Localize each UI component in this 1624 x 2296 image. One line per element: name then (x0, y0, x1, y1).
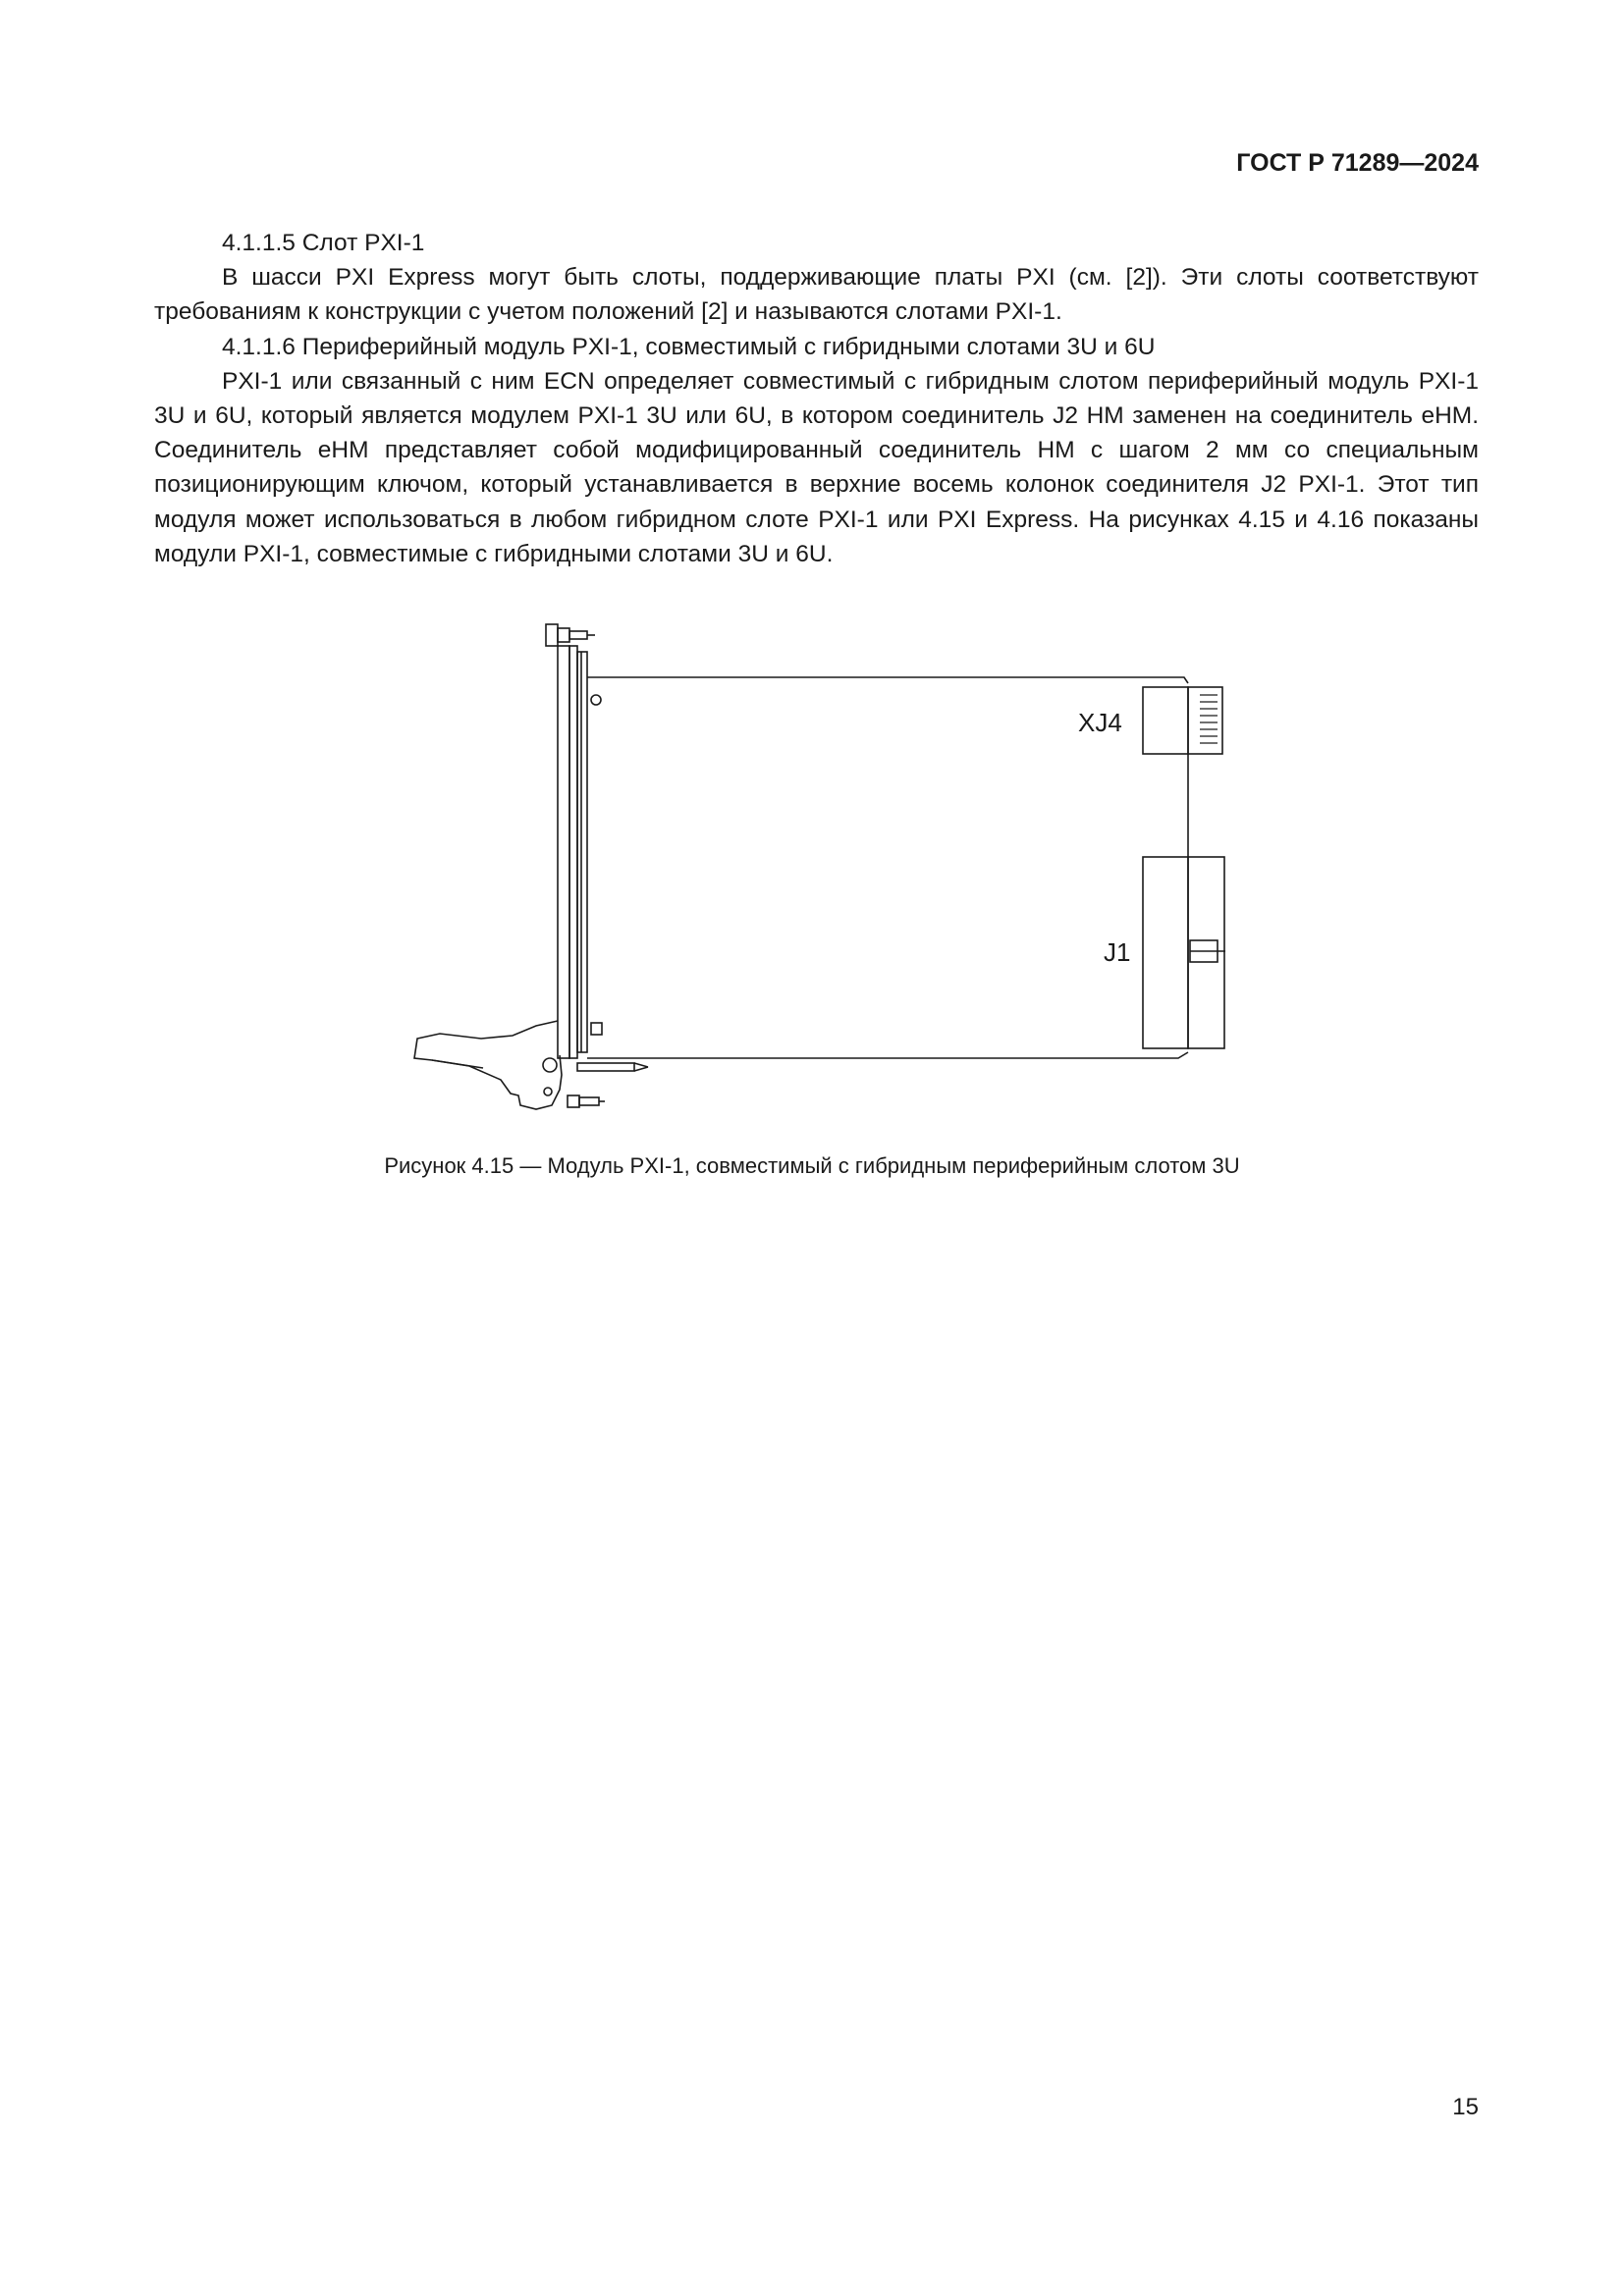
section-heading-4-1-1-6: 4.1.1.6 Периферийный модуль PXI-1, совместимый с гибридными слотами 3U и 6U (222, 333, 1156, 360)
page-number: 15 (1452, 2094, 1479, 2120)
figure-caption: Рисунок 4.15 — Модуль PXI-1, совместимый с гибридным периферийным слотом 3U (384, 1153, 1240, 1178)
j1-connector-body (1143, 857, 1188, 1048)
j1-connector-pins (1188, 857, 1224, 1048)
guide-pin (577, 1063, 634, 1071)
section-heading-4-1-1-5: 4.1.1.5 Слот PXI-1 (222, 230, 425, 256)
mounting-hole (591, 695, 601, 705)
front-panel-rail (577, 652, 587, 1052)
xj4-connector-body (1143, 687, 1188, 754)
figure-module-drawing (393, 604, 1257, 1134)
xj4-connector-pins (1188, 687, 1222, 754)
j1-label: J1 (1104, 937, 1131, 967)
panel-bottom-screw (579, 1097, 599, 1105)
document-header: ГОСТ Р 71289—2024 (1236, 149, 1479, 177)
body-text (154, 226, 1479, 571)
paragraph: PXI-1 или связанный с ним ECN определяет совместимый с гибридным слотом периферийный модуль PXI-1 3U и 6U, который является модулем PXI-1 3U или 6U, в котором соединитель J2 HM заменен на соединитель eHM. Соединитель eHM представляет собой модифицированный соединитель HM с шагом 2 мм со специальным позиционирующим ключом, который устанавливается в верхние восемь колонок соединителя J2 PXI-1. Этот тип модуля может использоваться в любом гибридном слоте PXI-1 или PXI Express. На рисунках 4.15 и 4.16 показаны модули PXI-1, совместимые с гибридными слотами 3U и 6U. (154, 367, 1479, 567)
panel-top-bracket (546, 624, 558, 646)
xj4-label: XJ4 (1078, 708, 1122, 737)
injector-ejector-handle (414, 1021, 562, 1109)
paragraph: В шасси PXI Express могут быть слоты, поддерживающие платы PXI (см. [2]). Эти слоты соответствуют требованиям к конструкции с учетом положений [2] и называются слотами PXI-1. (154, 264, 1479, 326)
pcb-bottom-edge (587, 1052, 1188, 1058)
pcb-top-edge (587, 677, 1188, 683)
front-panel (558, 646, 569, 1058)
module-drawing (393, 604, 1257, 1134)
